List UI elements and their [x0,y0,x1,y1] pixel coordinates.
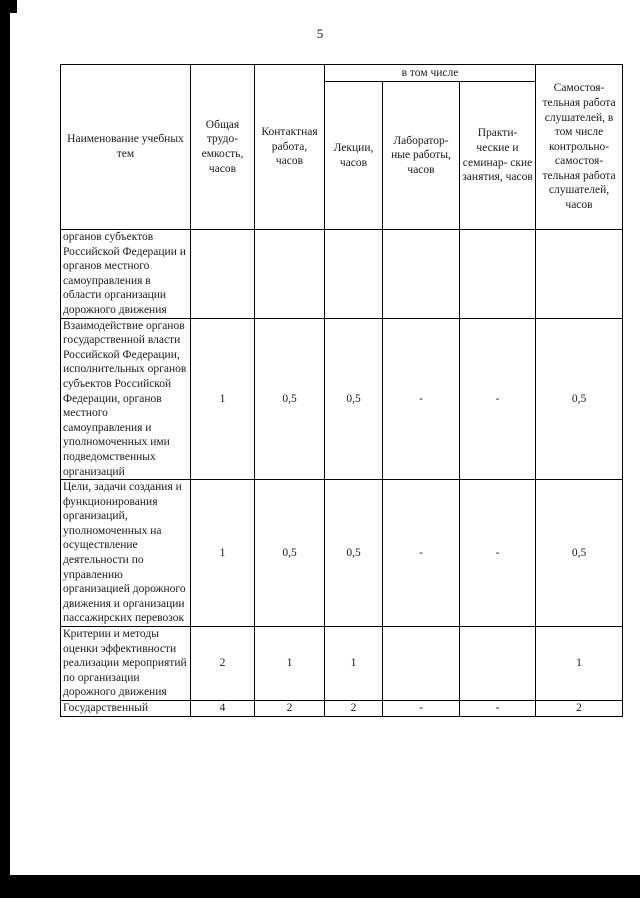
practice-cell [460,627,536,701]
lectures-cell: 0,5 [325,480,383,627]
practice-cell: - [460,701,536,717]
practice-cell: - [460,480,536,627]
total-hours-cell [191,230,255,319]
table-row [61,480,623,627]
col-header-practice: Практи- ческие и семинар- ские занятия, часов [460,82,536,230]
self-study-cell: 0,5 [536,318,623,480]
table-row [61,701,623,717]
table-body [61,230,623,717]
contact-hours-cell: 1 [255,627,325,701]
contact-hours-cell: 2 [255,701,325,717]
topic-cell: Взаимодействие органов государственной власти Российской Федерации, исполнительных органов субъектов Российской Федерации, органов местного самоуправления и уполномоченных ими подведомственных организаций [61,318,191,480]
self-study-cell [536,230,623,319]
labs-cell [383,230,460,319]
col-header-total-hours: Общая трудо- емкость, часов [191,65,255,230]
total-hours-cell: 4 [191,701,255,717]
group-header-included: в том числе [325,65,536,82]
curriculum-table [60,64,623,717]
table-row [61,318,623,480]
contact-hours-cell: 0,5 [255,318,325,480]
topic-cell: органов субъектов Российской Федерации и органов местного самоуправления в области организации дорожного движения [61,230,191,319]
labs-cell: - [383,480,460,627]
scan-artifact-bottom-edge [0,875,640,898]
practice-cell: - [460,318,536,480]
col-header-labs: Лаборатор- ные работы, часов [383,82,460,230]
total-hours-cell: 1 [191,318,255,480]
self-study-cell: 2 [536,701,623,717]
topic-cell: Государственный [61,701,191,717]
contact-hours-cell: 0,5 [255,480,325,627]
total-hours-cell: 2 [191,627,255,701]
col-header-contact-hours: Контактная работа, часов [255,65,325,230]
total-hours-cell: 1 [191,480,255,627]
topic-cell: Цели, задачи создания и функционирования организаций, уполномоченных на осуществление деятельности по управлению организацией дорожного движения и организации пассажирских перевозок [61,480,191,627]
table-row [61,230,623,319]
table-header [61,65,623,230]
contact-hours-cell [255,230,325,319]
scan-artifact-left-edge [0,0,10,898]
labs-cell [383,627,460,701]
lectures-cell [325,230,383,319]
self-study-cell: 1 [536,627,623,701]
col-header-lectures: Лекции, часов [325,82,383,230]
lectures-cell: 1 [325,627,383,701]
labs-cell: - [383,318,460,480]
table-row [61,627,623,701]
self-study-cell: 0,5 [536,480,623,627]
col-header-self-study: Самостоя- тельная работа слушателей, в том числе контрольно- самостоя- тельная работа слушателей, часов [536,65,623,230]
topic-cell: Критерии и методы оценки эффективности реализации мероприятий по организации дорожного движения [61,627,191,701]
page-number: 5 [316,26,324,41]
lectures-cell: 0,5 [325,318,383,480]
practice-cell [460,230,536,319]
col-header-topic: Наименование учебных тем [61,65,191,230]
labs-cell: - [383,701,460,717]
scan-artifact-top-left [0,0,17,13]
lectures-cell: 2 [325,701,383,717]
